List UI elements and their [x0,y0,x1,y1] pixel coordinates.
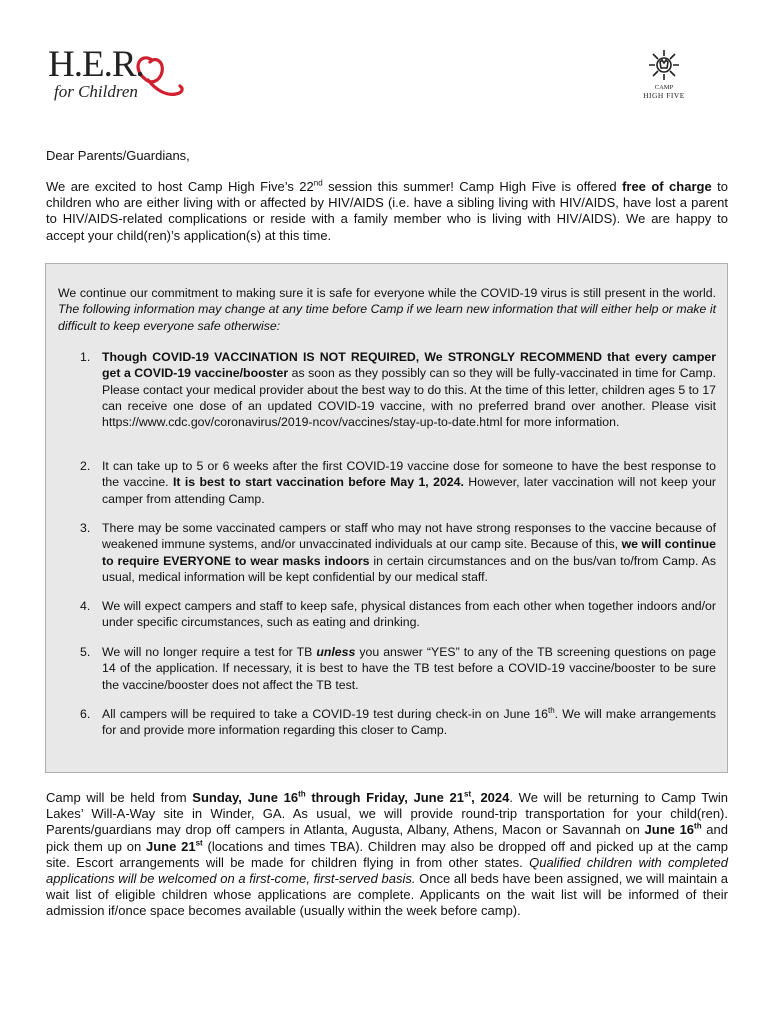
closing-paragraph: Camp will be held from Sunday, June 16th through Friday, June 21st, 2024. We will be returning to Camp Twin Lakes’ Will-A-Way site in Winder, GA. As usual, we will provide round-trip transportation for your child(ren). Parents/guardians may drop off campers in Atlanta, Augusta, Albany, Athens, Macon or Savannah on June 16th and pick them up on June 21st (locations and times TBA). Children may also be dropped off and picked up at the camp site. Escort arrangements will be made for children flying in from other states. Qualified children with completed applications will be welcomed on a first-come, first-served basis. Once all beds have been assigned, we will maintain a wait list of eligible children whose applications are complete. Applicants on the wait list will be informed of their admission if/once space becomes available (usually within the week before camp). [46,789,729,919]
camp-logo-bottom-text: HIGH FIVE [643,91,685,100]
hero-logo-tagline: for Children [54,82,138,101]
covid-box-intro: We continue our commitment to making sure it is safe for everyone while the COVID-19 virus is still present in the world. The following information may change at any time before Camp if we learn new information that will either help or make it difficult to keep everyone safe otherwise: [58,286,716,333]
salutation: Dear Parents/Guardians, [46,148,190,163]
covid-info-box: We continue our commitment to making sure it is safe for everyone while the COVID-19 virus is still present in the world. The following information may change at any time before Camp if we learn new information that will either help or make it difficult to keep everyone safe otherwise: 1. Though COVID-19 VACCINATION IS NOT REQUIRED, We STRONGLY RECOMMEND that every camper get a COVID-19 vaccine/booster as soon as they possibly can so they will be fully-vaccinated in time for Camp. Please contact your medical provider about the best way to do this. At the time of this letter, children ages 5 to 17 can receive one dose of an updated COVID-19 vaccine, with no preferred brand over another. Please visit https://www.cdc.gov/coronavirus/2019-ncov/vaccines/stay-up-to-date.html for more information. 2. It can take up to 5 or 6 weeks after the first COVID-19 vaccine dose for someone to have the best response to the vaccine. It is best to start vaccination before May 1, 2024. However, later vaccination will not keep your camper from attending Camp. 3. There may be some vaccinated campers or staff who may not have strong responses to the vaccine because of weakened immune systems, and/or unvaccinated individuals at our camp site. Because of this, we will continue to require EVERYONE to wear masks indoors in certain circumstances and on the bus/van to/from Camp. As usual, medical information will be kept confidential by our medical staff. 4. We will expect campers and staff to keep safe, physical distances from each other when together indoors and/or under specific circumstances, such as eating and drinking. 5. We will no longer require a test for TB unless you answer “YES” to any of the TB screening questions on page 14 of the application. If necessary, it is best to have the TB test before a COVID-19 vaccine/booster to be sure the vaccine/booster does not affect the TB test. 6. All campers will be required to take a COVID-19 test during check-in on June 16th. We will make arrangements for and provide more information regarding this closer to Camp. [45,263,728,773]
hero-logo-letters: H.E.R. [48,44,144,85]
camp-high-five-logo [628,46,700,112]
hand-star-emblem-icon [647,48,681,82]
camp-logo-top-text: CAMP [654,84,674,91]
intro-paragraph: We are excited to host Camp High Five’s 22nd session this summer! Camp High Five is offered free of charge to children who are either living with or affected by HIV/AIDS (i.e. have a sibling living with HIV/AIDS, have lost a parent to HIV/AIDS-related complications or reside with a family member who is living with HIV/AIDS). We are happy to accept your child(ren)’s application(s) at this time. [46,178,728,243]
hero-for-children-logo [48,46,188,108]
